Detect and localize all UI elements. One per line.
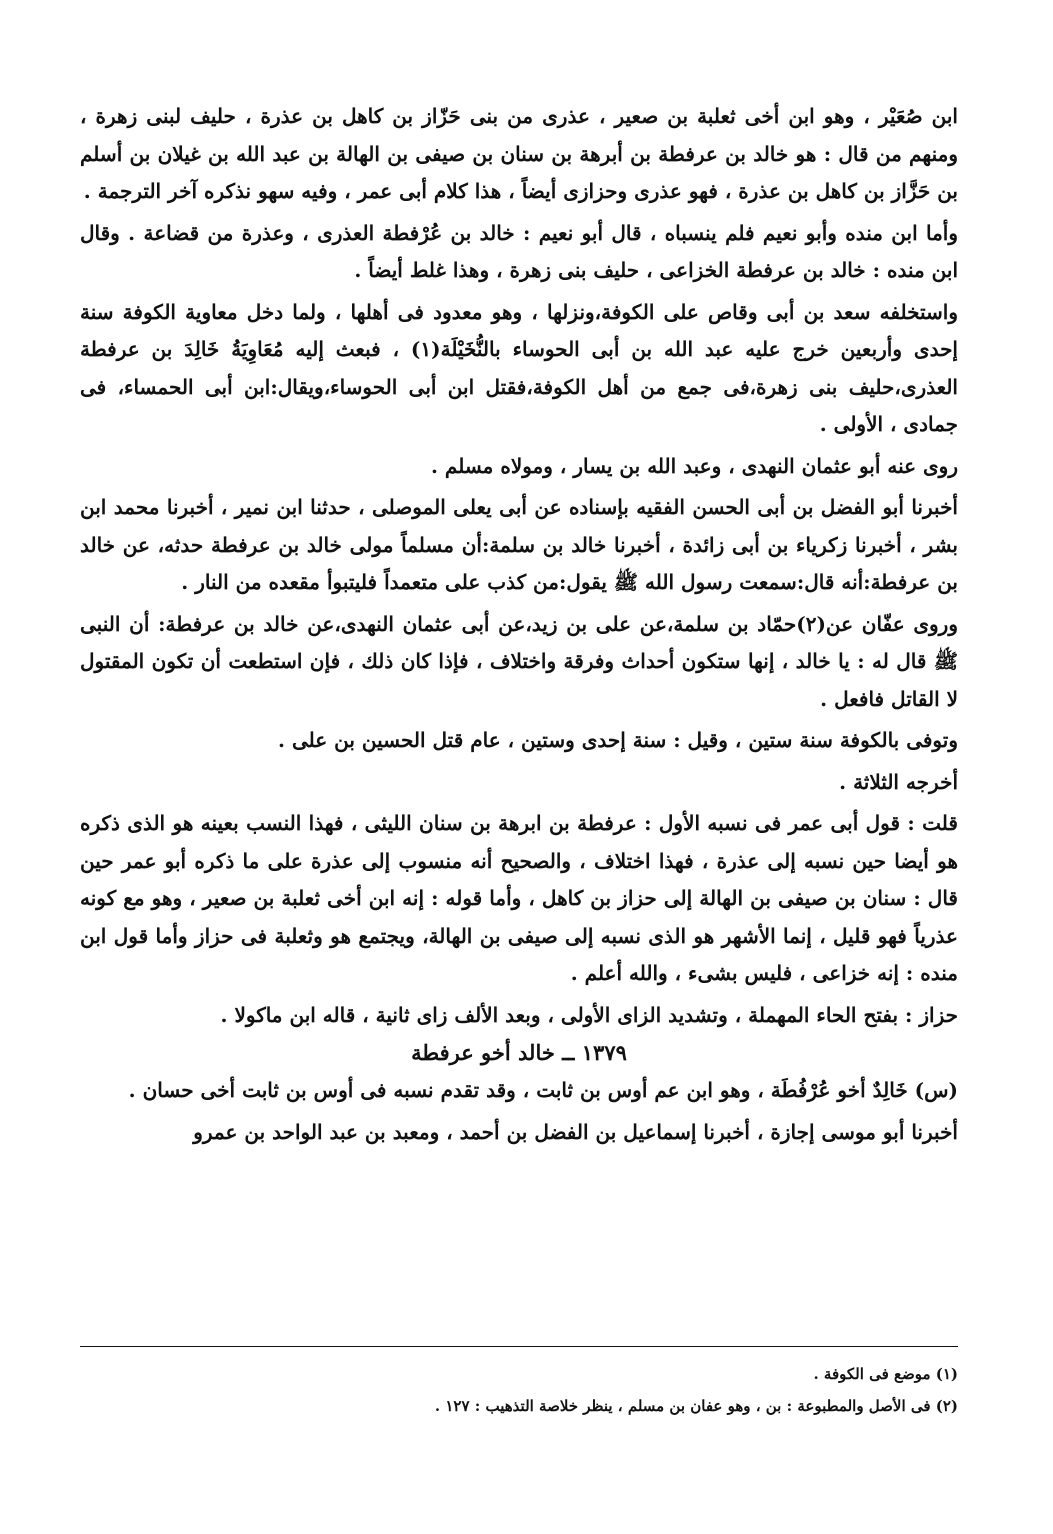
paragraph-new-entry: (س) خَالِدٌ أخو عُرْفُطَة ، وهو ابن عم أوس بن ثابت ، وقد تقدم نسبه فى أوس بن ثابت أخى حسان . <box>128 1078 958 1102</box>
paragraph-hadith-2: وروى عفّان عن(٢)حمّاد بن سلمة،عن على بن زيد،عن أبى عثمان النهدى،عن خالد بن عرفطة: أن النبى ﷺ قال له : يا خالد ، إنها ستكون أحداث وفرقة واختلاف ، فإذا كان ذلك ، فإن استطعت أن تكون المقتول لا القاتل فافعل . <box>80 611 959 711</box>
paragraph-death: وتوفى بالكوفة سنة ستين ، وقيل : سنة إحدى وستين ، عام قتل الحسين بن على . <box>278 728 958 752</box>
footnotes <box>80 1358 958 1422</box>
paragraph-hazzaz: حزاز : بفتح الحاء المهملة ، وتشديد الزاى الأولى ، وبعد الألف زاى ثانية ، قاله ابن ماكولا . <box>220 1002 958 1027</box>
paragraph-ibn-mandah: وأما ابن منده وأبو نعيم فلم ينسباه ، قال أبو نعيم : خالد بن عُرْفطة العذرى ، وعذرة من قضاعة . وقال ابن منده : خالد بن عرفطة الخزاعى ، حليف بنى زهرة ، وهذا غلط أيضاً . <box>80 220 958 282</box>
paragraph-narrators: روى عنه أبو عثمان النهدى ، وعبد الله بن يسار ، ومولاه مسلم . <box>430 453 958 478</box>
paragraph-kufa: واستخلفه سعد بن أبى وقاص على الكوفة،ونزلها ، وهو معدود فى أهلها ، ولما دخل معاوية الكوفة سنة إحدى وأربعين خرج عليه عبد الله بن أبى الحوساء بالنُّخَيْلَة(١) ، فبعث إليه مُعَاوِيَةُ خَالِدَ بن عرفطة العذرى،حليف بنى زهرة،فى جمع من أهل الكوفة،فقتل ابن أبى الحوساء،ويقال:ابن أبى الحمساء، فى جمادى ، الأولى . <box>80 299 958 436</box>
footnote-divider <box>80 1346 958 1347</box>
paragraph-isnad: أخبرنا أبو موسى إجازة ، أخبرنا إسماعيل بن الفضل بن أحمد ، ومعبد بن عبد الواحد بن عمرو <box>193 1119 958 1144</box>
footnote-1: (١) موضع فى الكوفة . <box>813 1365 958 1383</box>
paragraph-takhrij: أخرجه الثلاثة . <box>839 769 958 794</box>
paragraph-lineage: ابن صُعَيْر ، وهو ابن أخى ثعلبة بن صعير ، عذرى من بنى حَزّاز بن كاهل بن عذرة ، حليف لبنى زهرة ، ومنهم من قال : هو خالد بن عرفطة بن أبرهة بن سنان بن صيفى بن الهالة بن عبد الله بن غيلان بن أسلم بن حَزَّاز بن كاهل بن عذرة ، فهو عذرى وحزازى أيضاً ، هذا كلام أبى عمر ، وفيه سهو نذكره آخر الترجمة . <box>80 104 958 203</box>
main-text-block <box>80 98 958 1151</box>
paragraph-hadith-1: أخبرنا أبو الفضل بن أبى الحسن الفقيه بإسناده عن أبى يعلى الموصلى ، حدثنا ابن نمير ، أخبرنا محمد ابن بشر ، أخبرنا زكرياء بن أبى زائدة ، أخبرنا خالد بن سلمة:أن مسلماً مولى خالد بن عرفطة حدثه، عن خالد بن عرفطة:أنه قال:سمعت رسول الله ﷺ يقول:من كذب على متعمداً فليتبوأ مقعده من النار . <box>80 495 958 594</box>
paragraph-commentary: قلت : قول أبى عمر فى نسبه الأول : عرفطة بن ابرهة بن سنان الليثى ، فهذا النسب بعينه هو الذى ذكره هو أيضا حين نسبه إلى عذرة ، فهذا اختلاف ، والصحيح أنه منسوب إلى عذرة على ما ذكره أبو عمر حين قال : سنان بن صيفى بن الهالة إلى حزاز بن كاهل ، وأما قوله : إنه ابن أخى ثعلبة بن صعير ، وهو مع كونه عذرياً فهو قليل ، إنما الأشهر هو الذى نسبه إلى صيفى بن الهالة، ويجتمع هو وثعلبة فى حزاز وأما قول ابن منده : إنه خزاعى ، فليس بشىء ، والله أعلم . <box>80 811 958 985</box>
footnote-2: (٢) فى الأصل والمطبوعة : بن ، وهو عفان بن مسلم ، ينظر خلاصة التذهيب : ١٢٧ . <box>434 1397 958 1415</box>
entry-heading: ١٣٧٩ ــ خالد أخو عرفطة <box>411 1040 627 1065</box>
